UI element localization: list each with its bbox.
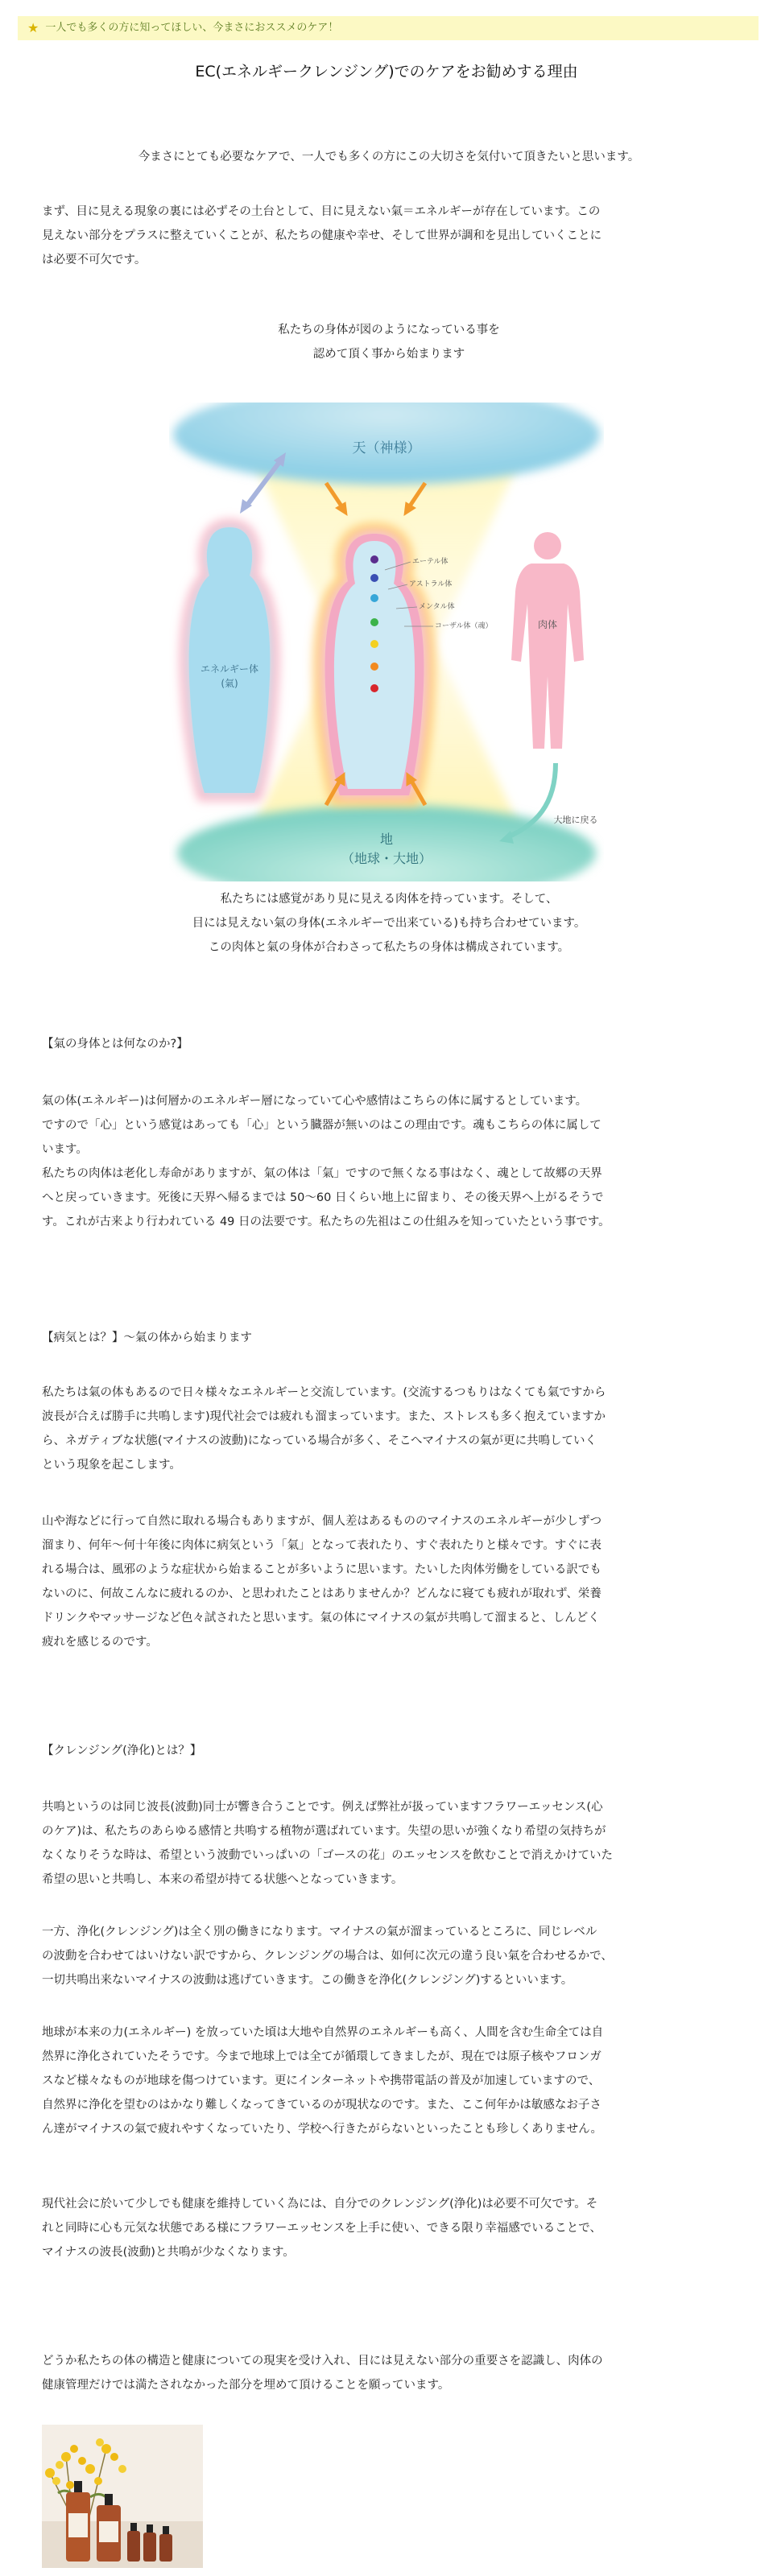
page-title: EC(エネルギークレンジング)でのケアをお勧めする理由	[195, 63, 578, 80]
text-line: れと同時に心も元気な状態である様にフラワーエッセンスを上手に使い、できる限り幸福感でいることで、	[42, 2222, 601, 2235]
text-line: まず、目に見える現象の裏には必ずその土台として、目に見えない氣＝エネルギーが存在しています。この	[42, 205, 601, 218]
top-banner	[18, 16, 759, 40]
energy-body-diagram	[169, 402, 604, 881]
section-paragraph	[42, 2349, 736, 2397]
section-heading: 【氣の身体とは何なのか?】	[42, 1038, 188, 1051]
earth-label-2: （地球・大地）	[341, 851, 432, 866]
section-paragraph	[42, 2021, 736, 2141]
text-line: 私たちの肉体は老化し寿命がありますが、氣の体は「氣」ですので無くなる事はなく、魂として故郷の天界	[42, 1167, 602, 1180]
text-line: どうか私たちの体の構造と健康についての現実を受け入れ、目には見えない部分の重要さを認識し、肉体の	[42, 2355, 603, 2368]
banner-text: 一人でも多くの方に知ってほしい、今まさにおススメのケア！	[45, 22, 339, 34]
diagram-explanation	[42, 887, 736, 960]
text-line: 疲れを感じるのです。	[42, 1636, 158, 1649]
diagram-caption	[42, 318, 736, 366]
energy-body-label-2: (氣)	[221, 678, 238, 689]
text-line: ん達がマイナスの氣で疲れやすくなっていたり、学校へ行きたがらないといったことも珍しくありません。	[42, 2123, 602, 2136]
text-line: 今まさにとても必要なケアで、一人でも多くの方にこの大切さを気付いて頂きたいと思います。	[138, 151, 640, 163]
physical-body-figure	[511, 532, 584, 749]
text-line: ら、ネガティブな状態(マイナスの波動)になっている場合が多く、そこへマイナスの氣が更に共鳴していく	[42, 1435, 597, 1447]
product-photo	[42, 2425, 203, 2568]
layer-label-mental: メンタル体	[419, 603, 455, 611]
text-line: 氣の体(エネルギー)は何層かのエネルギー層になっていて心や感情はこちらの体に属するとしています。	[42, 1095, 588, 1108]
text-line: 私たちは氣の体もあるので日々様々なエネルギーと交流しています。(交流するつもりはなくても氣ですから	[42, 1386, 606, 1399]
chakra-dot	[370, 684, 378, 692]
text-line: の波動を合わせてはいけない訳ですから、クレンジングの場合は、如何に次元の違う良い氣を合わせるかで、	[42, 1950, 613, 1963]
star-icon: ★	[27, 20, 39, 35]
text-line: 健康管理だけでは満たされなかった部分を埋めて頂けることを願っています。	[42, 2379, 450, 2392]
intro-lead	[42, 145, 736, 169]
text-line: 波長が合えば勝手に共鳴します)現代社会では疲れも溜まっています。また、ストレスも多く抱えていますか	[42, 1410, 606, 1423]
layer-label-etheric: エーテル体	[412, 558, 449, 566]
layer-label-causal: コーザル体（魂）	[435, 622, 493, 630]
intro-paragraph	[42, 200, 736, 272]
sky-ellipse	[173, 402, 600, 485]
text-line: 共鳴というのは同じ波長(波動)同士が響き合うことです。例えば弊社が扱っていますフラワーエッセンス(心	[42, 1801, 603, 1814]
text-line: 山や海などに行って自然に取れる場合もありますが、個人差はあるもののマイナスのエネルギーが少しずつ	[42, 1515, 602, 1528]
chakra-dot	[370, 555, 378, 564]
text-line: 希望の思いと共鳴し、本来の希望が持てる状態へとなっていきます。	[42, 1873, 403, 1886]
section-paragraph	[42, 2192, 736, 2264]
text-line: 一切共鳴出来ないマイナスの波動は逃げていきます。この働きを浄化(クレンジング)するといいます。	[42, 1974, 573, 1987]
text-line: れる場合は、風邪のような症状から始まることが多いように思います。たいした肉体労働をしている訳でも	[42, 1563, 601, 1576]
text-line: 私たちには感覚があり見に見える肉体を持っています。そして、	[220, 893, 558, 906]
text-line: は必要不可欠です。	[42, 254, 147, 266]
earth-label-1: 地	[379, 832, 394, 847]
chakra-dot	[370, 618, 378, 626]
text-line: ドリンクやマッサージなど色々試されたと思います。氣の体にマイナスの氣が共鳴して溜まると、しんどく	[42, 1612, 600, 1624]
chakra-dot	[370, 574, 378, 582]
text-line: ないのに、何故こんなに疲れるのか、と思われたことはありませんか？どんなに寝ても疲れが取れず、栄養	[42, 1587, 601, 1600]
layer-label-astral: アストラル体	[409, 580, 453, 588]
earth-ellipse	[177, 805, 596, 881]
text-line: なくなりそうな時は、希望という波動でいっぱいの「ゴースの花」のエッセンスを飲むことで消えかけていた	[42, 1849, 614, 1862]
chakra-dot	[370, 663, 378, 671]
text-line: のケア)は、私たちのあらゆる感情と共鳴する植物が選ばれています。失望の思いが強くなり希望の気持ちが	[42, 1825, 606, 1838]
text-line: 自然界に浄化を望むのはかなり難しくなってきているのが現状なのです。また、ここ何年かは敏感なお子さ	[42, 2099, 601, 2112]
text-line: 溜まり、何年〜何十年後に肉体に病気という「氣」となって表れたり、すぐ表れたりと様々です。すぐに表	[42, 1539, 601, 1552]
section-paragraph	[42, 1381, 736, 1477]
text-line: 然界に浄化されていたそうです。今まで地球上では全てが循環してきましたが、現在では原子核やフロンガ	[42, 2050, 601, 2063]
section-heading: 【病気とは？】〜氣の体から始まります	[42, 1331, 252, 1344]
chakra-dot	[370, 594, 378, 602]
text-line: ですので「心」という感覚はあっても「心」という臓器が無いのはこの理由です。魂もこちらの体に属して	[42, 1119, 601, 1132]
text-line: マイナスの波長(波動)と共鳴が少なくなります。	[42, 2246, 295, 2259]
text-line: 見えない部分をプラスに整えていくことが、私たちの健康や幸せ、そして世界が調和を見出していくことに	[42, 229, 602, 242]
text-line: という現象を起こします。	[42, 1459, 181, 1472]
text-line: スなど様々なものが地球を傷つけています。更にインターネットや携帯電話の普及が加速していますので、	[42, 2074, 601, 2087]
energy-body-label-1: エネルギー体	[200, 663, 259, 675]
section-paragraph	[42, 1089, 736, 1234]
text-line: 一方、浄化(クレンジング)は全く別の働きになります。マイナスの氣が溜まっているところに、同じレベル	[42, 1926, 597, 1938]
text-line: この肉体と氣の身体が合わさって私たちの身体は構成されています。	[208, 941, 570, 954]
energy-body-figure	[184, 523, 275, 797]
section-paragraph	[42, 1509, 736, 1654]
text-line: す。これが古来より行われている 49 日の法要です。私たちの先祖はこの仕組みを知っていたという事です。	[42, 1216, 610, 1228]
chakra-dot	[370, 640, 378, 648]
text-line: 現代社会に於いて少しでも健康を維持していく為には、自分でのクレンジング(浄化)は必要不可欠です。そ	[42, 2198, 598, 2211]
section-paragraph	[42, 1920, 736, 1992]
text-line: へと戻っていきます。死後に天界へ帰るまでは 50〜60 日くらい地上に留まり、その後天界へ上がるそうで	[42, 1191, 604, 1204]
physical-body-label: 肉体	[537, 619, 558, 630]
text-line: います。	[42, 1143, 88, 1156]
section-heading: 【クレンジング(浄化)とは？】	[42, 1744, 202, 1757]
text-line: 認めて頂く事から始まります	[312, 348, 465, 361]
sky-label: 天（神様）	[352, 440, 421, 456]
return-label: 大地に戻る	[553, 815, 598, 825]
text-line: 目には見えない氣の身体(エネルギーで出来ている)も持ち合わせています。	[192, 917, 586, 930]
text-line: 地球が本来の力(エネルギー) を放っていた頃は大地や自然界のエネルギーも高く、人間を含む生命全ては自	[42, 2026, 604, 2039]
text-line: 私たちの身体が図のようになっている事を	[278, 324, 500, 336]
section-paragraph	[42, 1795, 736, 1892]
